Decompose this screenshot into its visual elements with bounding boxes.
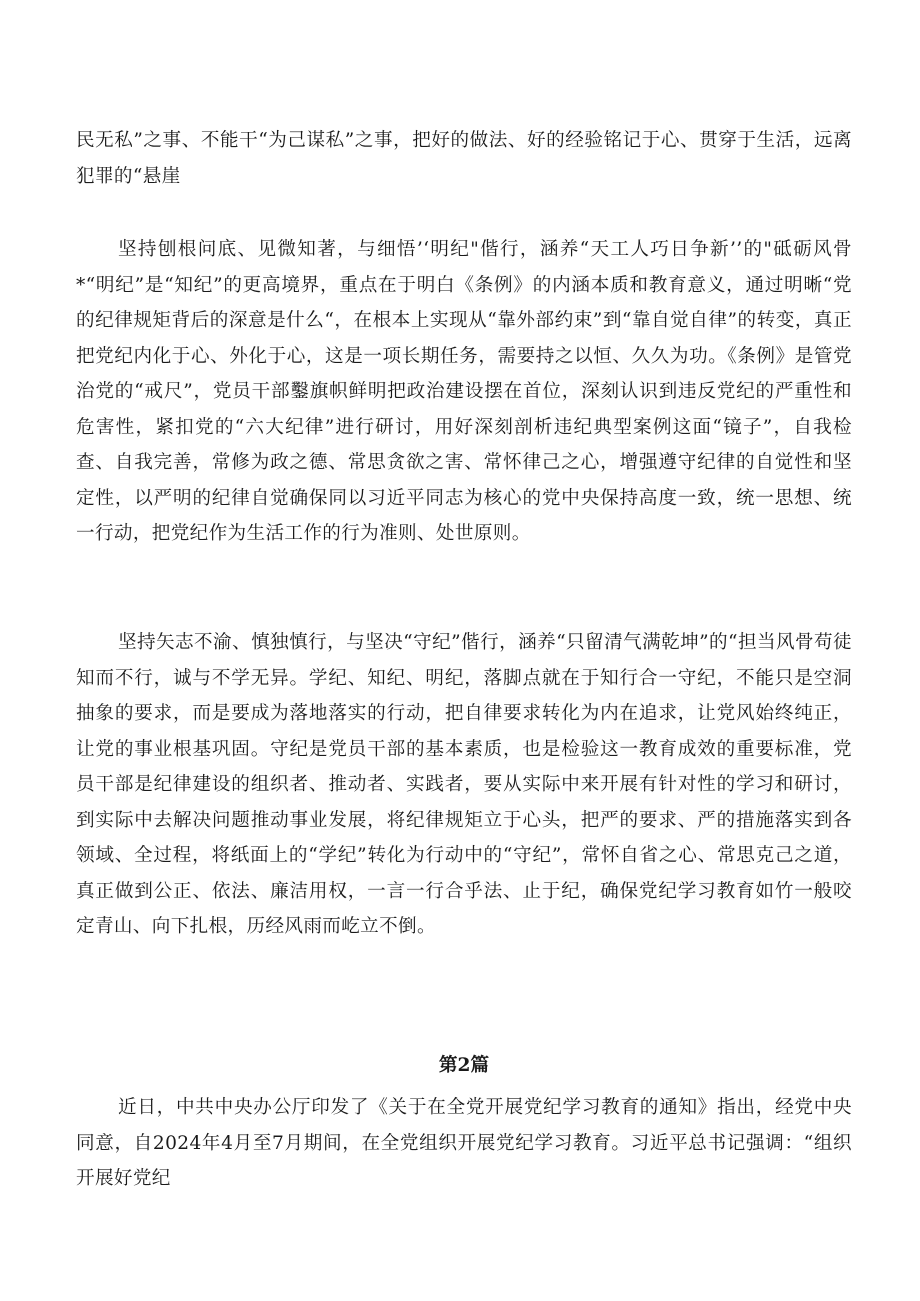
paragraph-section2-intro: 近日，中共中央办公厅印发了《关于在全党开展党纪学习教育的通知》指出，经党中央同意，自2024年4月至7月期间，在全党组织开展党纪学习教育。习近平总书记强调：“组织开展好党纪 (76, 1097, 852, 1189)
section-heading: 第2篇 (438, 1055, 490, 1076)
paragraph-continuation: 民无私”之事、不能干“为己谋私”之事，把好的做法、好的经验铭记于心、贯穿于生活，远离犯罪的“悬崖 (76, 130, 852, 187)
paragraph-shouji: 坚持矢志不渝、慎独慎行，与坚决“守纪”偕行，涵养“只留清气满乾坤”的“担当风骨苟徒知而不行，诚与不学无异。学纪、知纪、明纪，落脚点就在于知行合一守纪，不能只是空洞抽象的要求，而是要成为落地落实的行动，把自律要求转化为内在追求，让党风始终纯正，让党的事业根基巩固。守纪是党员干部的基本素质，也是检验这一教育成效的重要标准，党员干部是纪律建设的组织者、推动者、实践者，要从实际中来开展有针对性的学习和研讨，到实际中去解决问题推动事业发展，将纪律规矩立于心头，把严的要求、严的措施落实到各领域、全过程，将纸面上的“学纪”转化为行动中的“守纪”，常怀自省之心、常思克己之道，真正做到公正、依法、廉洁用权，一言一行合乎法、止于纪，确保党纪学习教育如竹一般咬定青山、向下扎根，历经风雨而屹立不倒。 (76, 632, 852, 937)
paragraph-mingji: 坚持刨根问底、见微知著，与细悟’‘明纪"偕行，涵养“天工人巧日争新’’的"砥砺风骨*“明纪”是“知纪”的更高境界，重点在于明白《条例》的内涵本质和教育意义，通过明晰“党的纪律规矩背后的深意是什么“，在根本上实现从“靠外部约束”到“靠自觉自律”的转变，真正把党纪内化于心、外化于心，这是一项长期任务，需要持之以恒、久久为功。《条例》是管党治党的“戒尺”，党员干部鑿旗帜鲜明把政治建设摆在首位，深刻认识到违反党纪的严重性和危害性，紧扣党的“六大纪律”进行研讨，用好深刻剖析违纪典型案例这面“镜子”，自我检查、自我完善，常修为政之德、常思贪欲之害、常怀律己之心，增强遵守纪律的自觉性和坚定性，以严明的纪律自觉确保同以习近平同志为核心的党中央保持高度一致，统一思想、统一行动，把党纪作为生活工作的行为准则、处世原则。 (76, 239, 852, 544)
